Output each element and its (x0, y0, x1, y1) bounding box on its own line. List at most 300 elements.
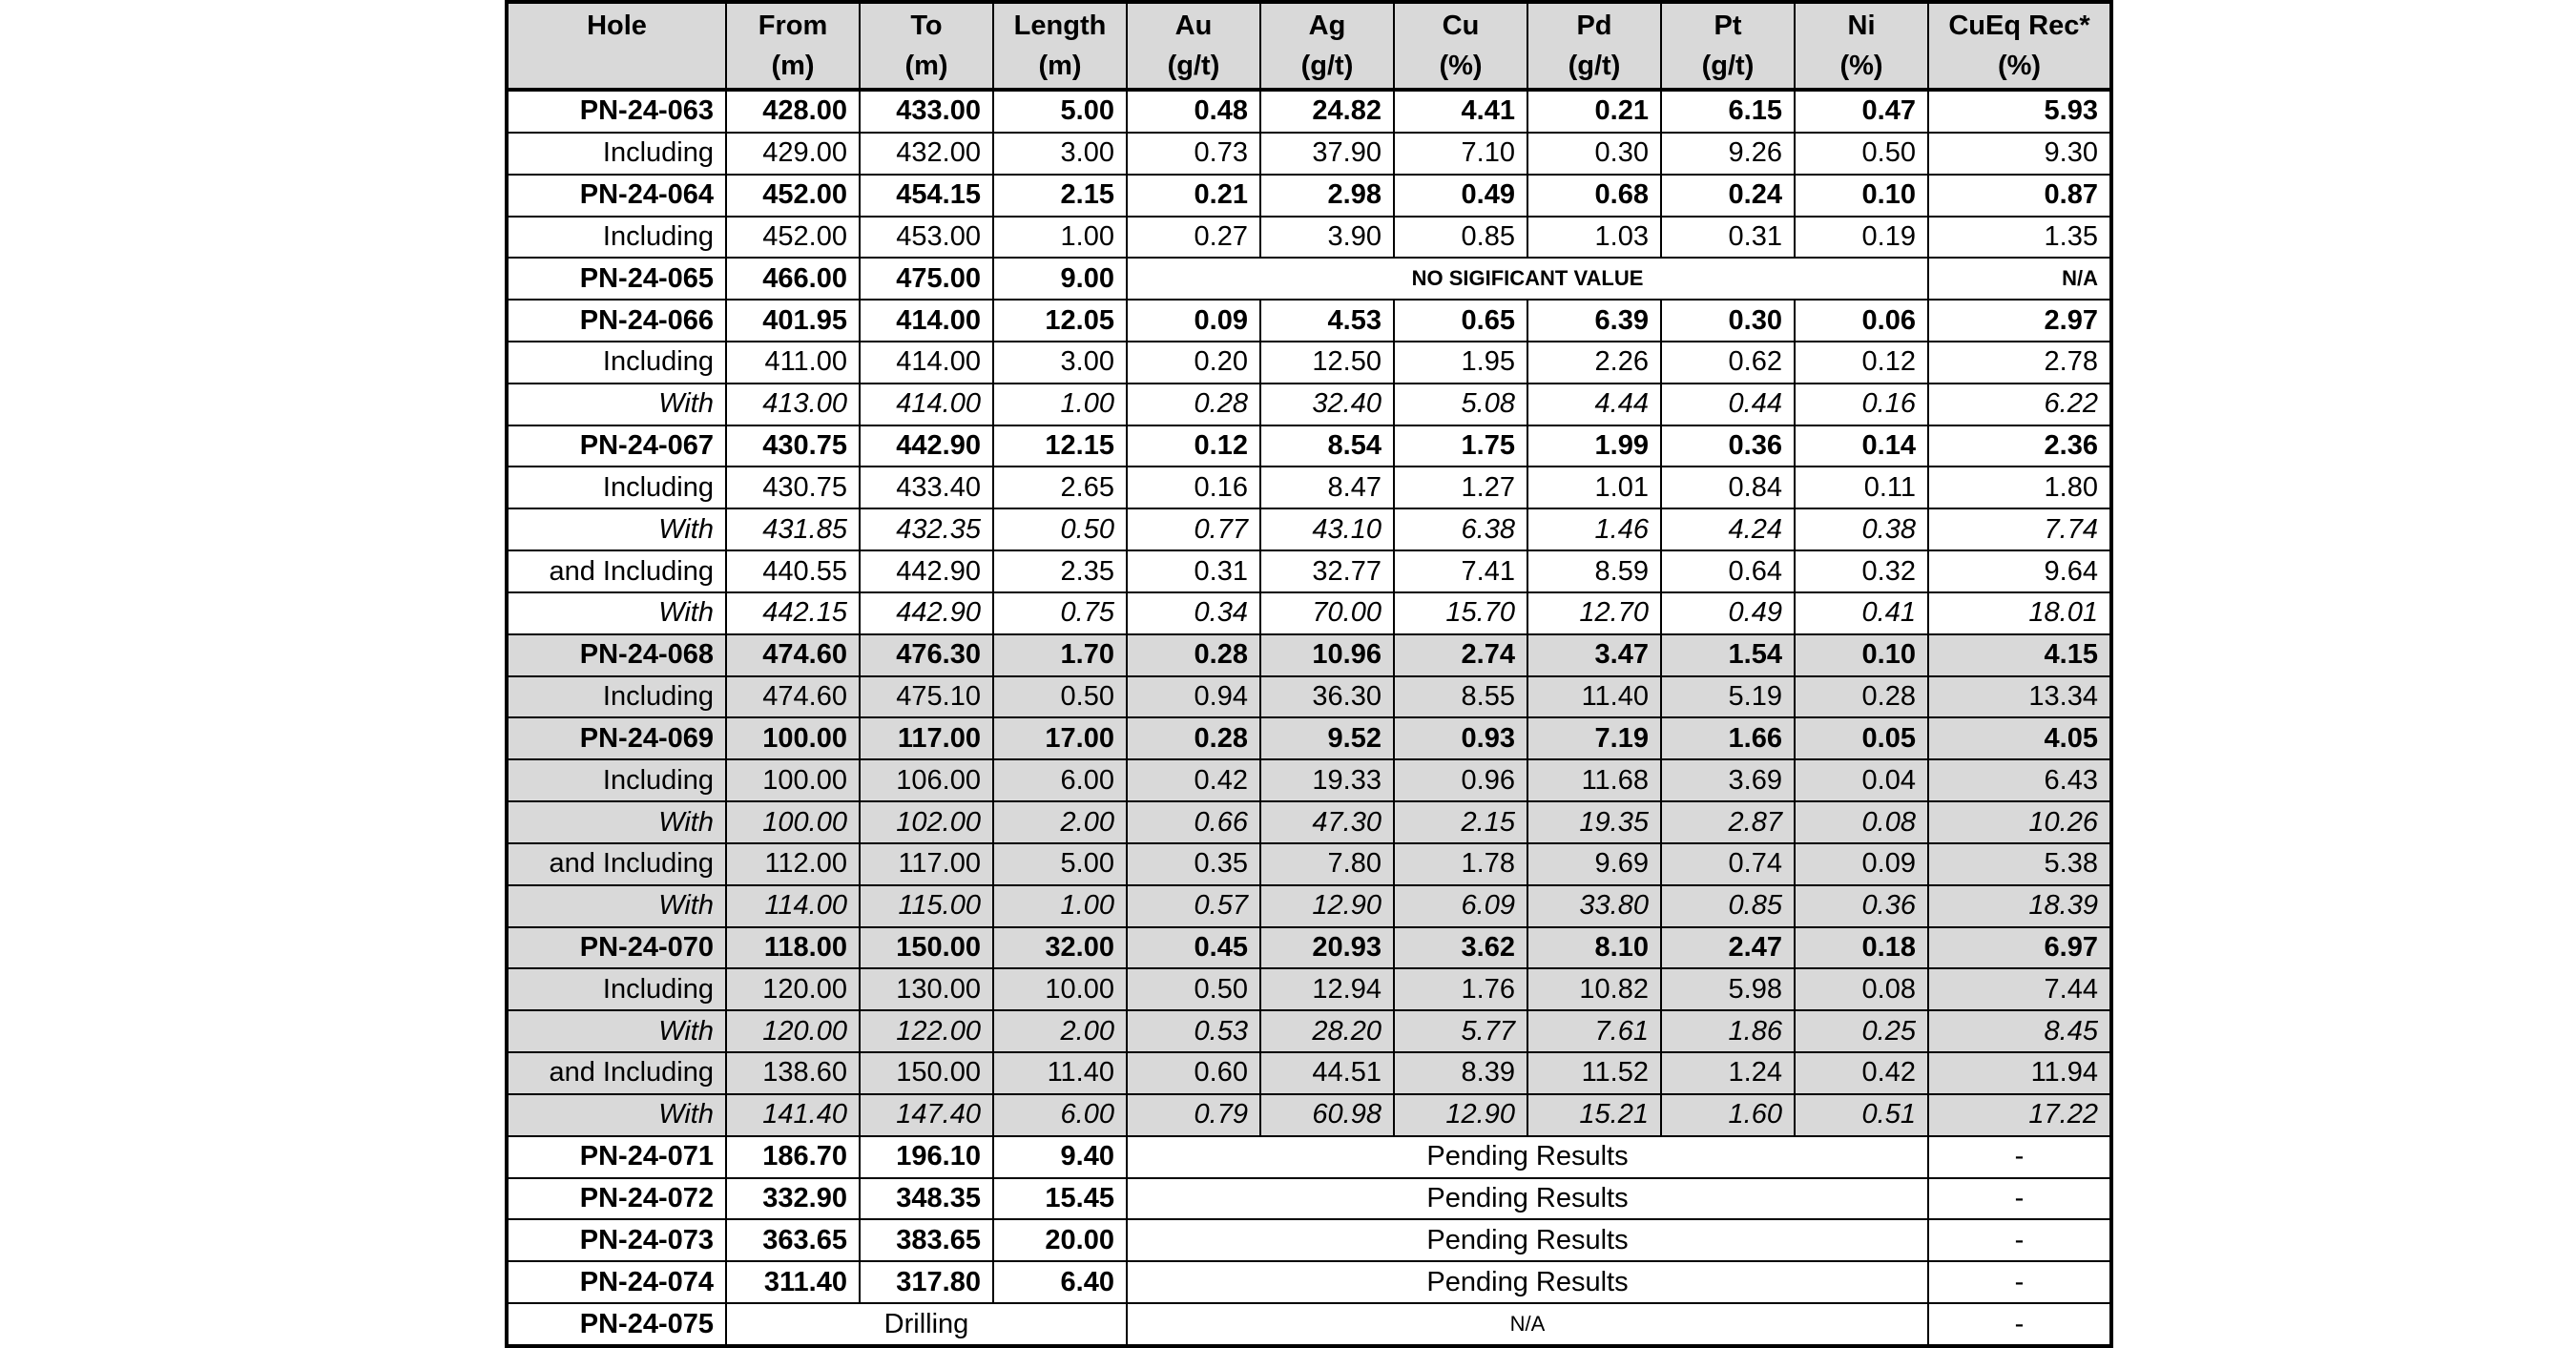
au-cell: 0.16 (1127, 467, 1260, 508)
from-cell: 442.15 (726, 592, 860, 634)
ag-cell: 12.90 (1260, 885, 1394, 927)
ag-cell: 37.90 (1260, 133, 1394, 175)
hole-row (507, 1219, 2111, 1261)
from-cell: 474.60 (726, 676, 860, 718)
pd-cell: 11.52 (1527, 1052, 1661, 1094)
interval-row (507, 592, 2111, 634)
hole-id-cell: With (507, 1094, 726, 1136)
drill-results-table (505, 0, 2113, 1348)
hole-row (507, 927, 2111, 969)
ag-cell: 2.98 (1260, 175, 1394, 217)
cueq-rec-cell: 7.44 (1928, 968, 2111, 1010)
hole-id-cell: PN-24-073 (507, 1219, 726, 1261)
to-cell: 442.90 (860, 550, 993, 592)
column-header-label: From (758, 10, 828, 41)
column-header-unit: (g/t) (1167, 51, 1220, 81)
pd-cell: 4.44 (1527, 384, 1661, 425)
hole-id-cell: Including (507, 217, 726, 259)
drilling-status-note: Drilling (726, 1303, 1127, 1346)
ag-cell: 9.52 (1260, 717, 1394, 759)
to-cell: 454.15 (860, 175, 993, 217)
to-cell: 147.40 (860, 1094, 993, 1136)
column-header-from (726, 2, 860, 90)
from-cell: 100.00 (726, 759, 860, 801)
to-cell: 442.90 (860, 425, 993, 467)
ni-cell: 0.08 (1795, 968, 1928, 1010)
to-cell: 414.00 (860, 384, 993, 425)
cueq-rec-cell: 0.87 (1928, 175, 2111, 217)
na-note: N/A (1127, 1303, 1928, 1346)
hole-id-cell: With (507, 885, 726, 927)
column-header-to (860, 2, 993, 90)
cu-cell: 5.08 (1394, 384, 1527, 425)
column-header-cueq-rec (1928, 2, 2111, 90)
cu-cell: 1.27 (1394, 467, 1527, 508)
hole-row (507, 300, 2111, 342)
to-cell: 102.00 (860, 801, 993, 843)
hole-id-cell: Including (507, 342, 726, 384)
length-cell: 12.15 (993, 425, 1127, 467)
to-cell: 432.00 (860, 133, 993, 175)
hole-row (507, 1261, 2111, 1303)
hole-id-cell: PN-24-064 (507, 175, 726, 217)
cu-cell: 5.77 (1394, 1010, 1527, 1052)
length-cell: 9.00 (993, 258, 1127, 300)
ni-cell: 0.42 (1795, 1052, 1928, 1094)
interval-row (507, 801, 2111, 843)
from-cell: 120.00 (726, 1010, 860, 1052)
column-header-label: Au (1174, 10, 1213, 41)
au-cell: 0.50 (1127, 968, 1260, 1010)
ag-cell: 10.96 (1260, 634, 1394, 676)
interval-row (507, 508, 2111, 550)
cu-cell: 0.96 (1394, 759, 1527, 801)
ni-cell: 0.38 (1795, 508, 1928, 550)
cueq-rec-cell: 5.38 (1928, 843, 2111, 885)
hole-id-cell: PN-24-071 (507, 1136, 726, 1178)
cu-cell: 6.38 (1394, 508, 1527, 550)
hole-id-cell: With (507, 508, 726, 550)
au-cell: 0.28 (1127, 634, 1260, 676)
length-cell: 0.75 (993, 592, 1127, 634)
hole-id-cell: and Including (507, 843, 726, 885)
hole-id-cell: Including (507, 968, 726, 1010)
column-header-unit: (g/t) (1568, 51, 1621, 81)
from-cell: 120.00 (726, 968, 860, 1010)
hole-id-cell: PN-24-074 (507, 1261, 726, 1303)
to-cell: 150.00 (860, 1052, 993, 1094)
hole-id-cell: With (507, 801, 726, 843)
pd-cell: 0.30 (1527, 133, 1661, 175)
pt-cell: 0.30 (1661, 300, 1795, 342)
to-cell: 383.65 (860, 1219, 993, 1261)
ag-cell: 60.98 (1260, 1094, 1394, 1136)
hole-id-cell: PN-24-068 (507, 634, 726, 676)
length-cell: 5.00 (993, 90, 1127, 133)
hole-row (507, 1136, 2111, 1178)
from-cell: 186.70 (726, 1136, 860, 1178)
column-header-label: CuEq Rec* (1948, 10, 2090, 41)
pd-cell: 15.21 (1527, 1094, 1661, 1136)
cueq-rec-cell: 8.45 (1928, 1010, 2111, 1052)
from-cell: 452.00 (726, 217, 860, 259)
length-cell: 11.40 (993, 1052, 1127, 1094)
ni-cell: 0.14 (1795, 425, 1928, 467)
from-cell: 431.85 (726, 508, 860, 550)
interval-row (507, 1094, 2111, 1136)
au-cell: 0.94 (1127, 676, 1260, 718)
cueq-cell: - (1928, 1303, 2111, 1346)
length-cell: 32.00 (993, 927, 1127, 969)
to-cell: 414.00 (860, 300, 993, 342)
length-cell: 17.00 (993, 717, 1127, 759)
column-header-label: Ag (1308, 10, 1346, 41)
cueq-rec-cell: 6.97 (1928, 927, 2111, 969)
interval-row (507, 885, 2111, 927)
pt-cell: 1.24 (1661, 1052, 1795, 1094)
from-cell: 413.00 (726, 384, 860, 425)
to-cell: 453.00 (860, 217, 993, 259)
au-cell: 0.73 (1127, 133, 1260, 175)
ag-cell: 12.50 (1260, 342, 1394, 384)
to-cell: 442.90 (860, 592, 993, 634)
pd-cell: 1.99 (1527, 425, 1661, 467)
hole-id-cell: With (507, 592, 726, 634)
hole-id-cell: PN-24-069 (507, 717, 726, 759)
pd-cell: 8.59 (1527, 550, 1661, 592)
to-cell: 106.00 (860, 759, 993, 801)
table-body (507, 90, 2111, 1346)
pd-cell: 1.03 (1527, 217, 1661, 259)
from-cell: 332.90 (726, 1178, 860, 1220)
to-cell: 130.00 (860, 968, 993, 1010)
column-header-unit: (%) (1839, 51, 1883, 81)
hole-id-cell: Including (507, 676, 726, 718)
cueq-cell: - (1928, 1178, 2111, 1220)
hole-id-cell: PN-24-072 (507, 1178, 726, 1220)
column-header-ni (1795, 2, 1928, 90)
column-header-unit: (g/t) (1701, 51, 1755, 81)
au-cell: 0.79 (1127, 1094, 1260, 1136)
pd-cell: 12.70 (1527, 592, 1661, 634)
pt-cell: 0.31 (1661, 217, 1795, 259)
column-header-unit: (%) (1439, 51, 1483, 81)
pt-cell: 0.49 (1661, 592, 1795, 634)
column-header-unit: (m) (904, 51, 948, 81)
ni-cell: 0.08 (1795, 801, 1928, 843)
ag-cell: 3.90 (1260, 217, 1394, 259)
column-header-unit: (%) (1997, 51, 2042, 81)
pd-cell: 1.01 (1527, 467, 1661, 508)
ni-cell: 0.50 (1795, 133, 1928, 175)
table-header (507, 2, 2111, 90)
pd-cell: 0.21 (1527, 90, 1661, 133)
length-cell: 2.00 (993, 801, 1127, 843)
interval-row (507, 217, 2111, 259)
hole-id-cell: PN-24-067 (507, 425, 726, 467)
interval-row (507, 1010, 2111, 1052)
column-header-label: Length (1013, 10, 1107, 41)
from-cell: 118.00 (726, 927, 860, 969)
ni-cell: 0.32 (1795, 550, 1928, 592)
cu-cell: 0.49 (1394, 175, 1527, 217)
cueq-rec-cell: 10.26 (1928, 801, 2111, 843)
length-cell: 1.70 (993, 634, 1127, 676)
au-cell: 0.57 (1127, 885, 1260, 927)
hole-row (507, 175, 2111, 217)
from-cell: 430.75 (726, 467, 860, 508)
length-cell: 20.00 (993, 1219, 1127, 1261)
ag-cell: 44.51 (1260, 1052, 1394, 1094)
au-cell: 0.48 (1127, 90, 1260, 133)
au-cell: 0.12 (1127, 425, 1260, 467)
from-cell: 138.60 (726, 1052, 860, 1094)
from-cell: 114.00 (726, 885, 860, 927)
cu-cell: 6.09 (1394, 885, 1527, 927)
length-cell: 12.05 (993, 300, 1127, 342)
ni-cell: 0.28 (1795, 676, 1928, 718)
ag-cell: 32.77 (1260, 550, 1394, 592)
pd-cell: 10.82 (1527, 968, 1661, 1010)
cueq-rec-cell: 17.22 (1928, 1094, 2111, 1136)
interval-row (507, 133, 2111, 175)
ag-cell: 12.94 (1260, 968, 1394, 1010)
cu-cell: 8.55 (1394, 676, 1527, 718)
pt-cell: 1.86 (1661, 1010, 1795, 1052)
ni-cell: 0.04 (1795, 759, 1928, 801)
hole-id-cell: PN-24-070 (507, 927, 726, 969)
ni-cell: 0.09 (1795, 843, 1928, 885)
from-cell: 112.00 (726, 843, 860, 885)
pt-cell: 0.85 (1661, 885, 1795, 927)
column-header-ag (1260, 2, 1394, 90)
to-cell: 150.00 (860, 927, 993, 969)
hole-row (507, 90, 2111, 133)
ni-cell: 0.25 (1795, 1010, 1928, 1052)
length-cell: 2.35 (993, 550, 1127, 592)
hole-row (507, 1178, 2111, 1220)
to-cell: 115.00 (860, 885, 993, 927)
from-cell: 100.00 (726, 717, 860, 759)
cu-cell: 2.15 (1394, 801, 1527, 843)
cueq-rec-cell: 4.15 (1928, 634, 2111, 676)
ni-cell: 0.47 (1795, 90, 1928, 133)
pt-cell: 6.15 (1661, 90, 1795, 133)
interval-row (507, 759, 2111, 801)
cueq-cell: N/A (1928, 258, 2111, 300)
cu-cell: 1.95 (1394, 342, 1527, 384)
pt-cell: 0.36 (1661, 425, 1795, 467)
au-cell: 0.31 (1127, 550, 1260, 592)
length-cell: 2.15 (993, 175, 1127, 217)
length-cell: 5.00 (993, 843, 1127, 885)
pt-cell: 4.24 (1661, 508, 1795, 550)
to-cell: 196.10 (860, 1136, 993, 1178)
ag-cell: 8.47 (1260, 467, 1394, 508)
pd-cell: 2.26 (1527, 342, 1661, 384)
hole-row (507, 717, 2111, 759)
ni-cell: 0.10 (1795, 175, 1928, 217)
cu-cell: 1.75 (1394, 425, 1527, 467)
column-header-au (1127, 2, 1260, 90)
to-cell: 475.00 (860, 258, 993, 300)
length-cell: 9.40 (993, 1136, 1127, 1178)
from-cell: 429.00 (726, 133, 860, 175)
from-cell: 411.00 (726, 342, 860, 384)
interval-row (507, 550, 2111, 592)
interval-row (507, 342, 2111, 384)
length-cell: 3.00 (993, 133, 1127, 175)
hole-id-cell: PN-24-065 (507, 258, 726, 300)
pt-cell: 1.60 (1661, 1094, 1795, 1136)
ni-cell: 0.11 (1795, 467, 1928, 508)
pt-cell: 2.47 (1661, 927, 1795, 969)
cueq-cell: - (1928, 1136, 2111, 1178)
pd-cell: 6.39 (1527, 300, 1661, 342)
column-header-pt (1661, 2, 1795, 90)
ni-cell: 0.16 (1795, 384, 1928, 425)
cu-cell: 12.90 (1394, 1094, 1527, 1136)
ni-cell: 0.06 (1795, 300, 1928, 342)
pd-cell: 8.10 (1527, 927, 1661, 969)
au-cell: 0.27 (1127, 217, 1260, 259)
column-header-label: Cu (1442, 10, 1480, 41)
column-header-unit: (m) (771, 51, 815, 81)
column-header-unit (509, 46, 725, 86)
column-header-label: To (910, 10, 943, 41)
hole-id-cell: Including (507, 133, 726, 175)
pd-cell: 7.61 (1527, 1010, 1661, 1052)
ni-cell: 0.18 (1795, 927, 1928, 969)
pd-cell: 11.68 (1527, 759, 1661, 801)
length-cell: 0.50 (993, 508, 1127, 550)
cu-cell: 4.41 (1394, 90, 1527, 133)
cueq-cell: - (1928, 1219, 2111, 1261)
cu-cell: 0.85 (1394, 217, 1527, 259)
cueq-cell: - (1928, 1261, 2111, 1303)
column-header-pd (1527, 2, 1661, 90)
length-cell: 6.40 (993, 1261, 1127, 1303)
cueq-rec-cell: 18.39 (1928, 885, 2111, 927)
to-cell: 122.00 (860, 1010, 993, 1052)
column-header-label: Pd (1576, 10, 1612, 41)
cueq-rec-cell: 1.35 (1928, 217, 2111, 259)
au-cell: 0.35 (1127, 843, 1260, 885)
column-header-label: Hole (587, 10, 647, 41)
ni-cell: 0.05 (1795, 717, 1928, 759)
hole-row (507, 258, 2111, 300)
interval-row (507, 467, 2111, 508)
cu-cell: 3.62 (1394, 927, 1527, 969)
length-cell: 2.00 (993, 1010, 1127, 1052)
ni-cell: 0.19 (1795, 217, 1928, 259)
from-cell: 452.00 (726, 175, 860, 217)
pd-cell: 33.80 (1527, 885, 1661, 927)
cu-cell: 0.65 (1394, 300, 1527, 342)
ag-cell: 7.80 (1260, 843, 1394, 885)
ag-cell: 43.10 (1260, 508, 1394, 550)
ni-cell: 0.41 (1795, 592, 1928, 634)
length-cell: 15.45 (993, 1178, 1127, 1220)
hole-id-cell: and Including (507, 1052, 726, 1094)
au-cell: 0.42 (1127, 759, 1260, 801)
from-cell: 363.65 (726, 1219, 860, 1261)
hole-row (507, 425, 2111, 467)
column-header-label: Pt (1714, 10, 1742, 41)
ni-cell: 0.51 (1795, 1094, 1928, 1136)
hole-id-cell: Including (507, 467, 726, 508)
cueq-rec-cell: 6.43 (1928, 759, 2111, 801)
pt-cell: 0.64 (1661, 550, 1795, 592)
hole-id-cell: PN-24-075 (507, 1303, 726, 1346)
pt-cell: 0.44 (1661, 384, 1795, 425)
ag-cell: 8.54 (1260, 425, 1394, 467)
pt-cell: 0.74 (1661, 843, 1795, 885)
hole-row (507, 634, 2111, 676)
pt-cell: 0.62 (1661, 342, 1795, 384)
ni-cell: 0.12 (1795, 342, 1928, 384)
hole-id-cell: and Including (507, 550, 726, 592)
cueq-rec-cell: 4.05 (1928, 717, 2111, 759)
cueq-rec-cell: 6.22 (1928, 384, 2111, 425)
ag-cell: 32.40 (1260, 384, 1394, 425)
pending-results-note: Pending Results (1127, 1219, 1928, 1261)
length-cell: 6.00 (993, 759, 1127, 801)
to-cell: 476.30 (860, 634, 993, 676)
from-cell: 141.40 (726, 1094, 860, 1136)
from-cell: 401.95 (726, 300, 860, 342)
column-header-hole (507, 2, 726, 90)
length-cell: 0.50 (993, 676, 1127, 718)
pd-cell: 19.35 (1527, 801, 1661, 843)
from-cell: 428.00 (726, 90, 860, 133)
pd-cell: 3.47 (1527, 634, 1661, 676)
ag-cell: 4.53 (1260, 300, 1394, 342)
cueq-rec-cell: 1.80 (1928, 467, 2111, 508)
cueq-rec-cell: 7.74 (1928, 508, 2111, 550)
cueq-rec-cell: 18.01 (1928, 592, 2111, 634)
length-cell: 6.00 (993, 1094, 1127, 1136)
from-cell: 100.00 (726, 801, 860, 843)
ag-cell: 28.20 (1260, 1010, 1394, 1052)
pt-cell: 2.87 (1661, 801, 1795, 843)
hole-id-cell: PN-24-063 (507, 90, 726, 133)
hole-row (507, 1303, 2111, 1346)
to-cell: 433.40 (860, 467, 993, 508)
header-row (507, 2, 2111, 90)
to-cell: 117.00 (860, 717, 993, 759)
cu-cell: 1.76 (1394, 968, 1527, 1010)
pt-cell: 0.84 (1661, 467, 1795, 508)
au-cell: 0.53 (1127, 1010, 1260, 1052)
to-cell: 117.00 (860, 843, 993, 885)
au-cell: 0.21 (1127, 175, 1260, 217)
pt-cell: 5.98 (1661, 968, 1795, 1010)
cueq-rec-cell: 9.30 (1928, 133, 2111, 175)
from-cell: 466.00 (726, 258, 860, 300)
cueq-rec-cell: 13.34 (1928, 676, 2111, 718)
cu-cell: 8.39 (1394, 1052, 1527, 1094)
length-cell: 10.00 (993, 968, 1127, 1010)
from-cell: 430.75 (726, 425, 860, 467)
no-significant-value-note: NO SIGIFICANT VALUE (1127, 258, 1928, 300)
pending-results-note: Pending Results (1127, 1261, 1928, 1303)
cu-cell: 15.70 (1394, 592, 1527, 634)
to-cell: 433.00 (860, 90, 993, 133)
hole-id-cell: Including (507, 759, 726, 801)
length-cell: 2.65 (993, 467, 1127, 508)
interval-row (507, 843, 2111, 885)
